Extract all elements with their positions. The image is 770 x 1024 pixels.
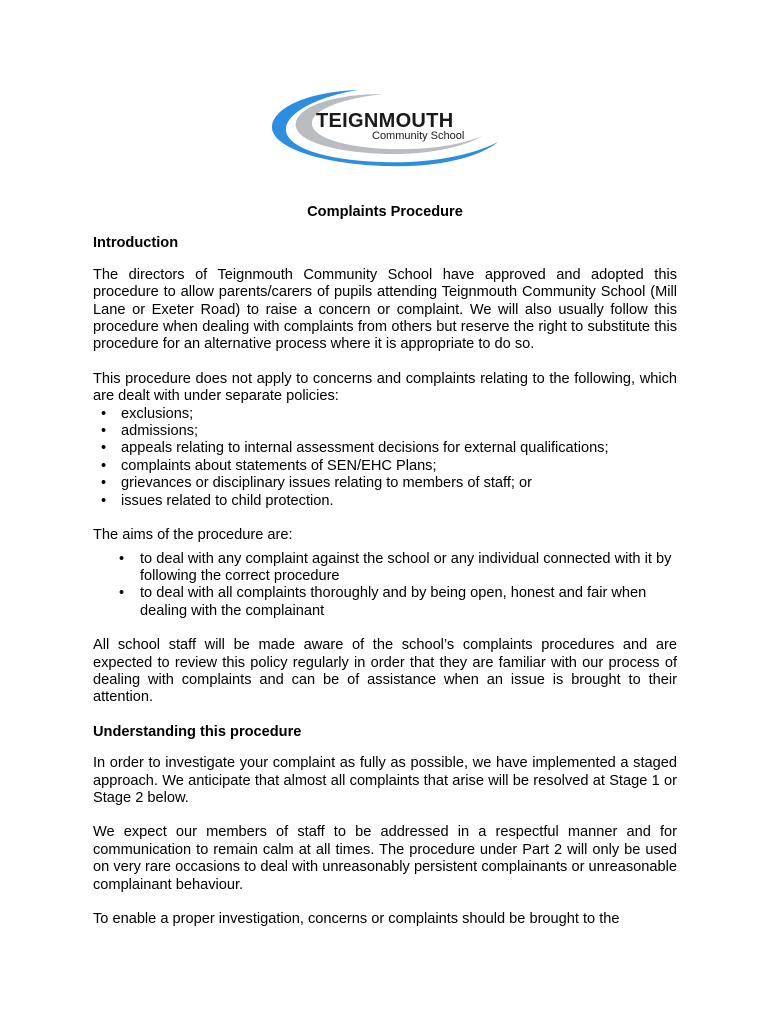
list-item: • issues related to child protection. bbox=[93, 493, 677, 510]
school-logo bbox=[266, 84, 506, 170]
list-item: • to deal with all complaints thoroughly and by being open, honest and fair when dealing with the complainant bbox=[93, 585, 677, 620]
list-item: • grievances or disciplinary issues relating to members of staff; or bbox=[93, 475, 677, 492]
investigation-paragraph: To enable a proper investigation, concerns or complaints should be brought to the bbox=[93, 911, 620, 927]
exclusions-list bbox=[93, 406, 677, 510]
list-item: • exclusions; bbox=[93, 406, 677, 423]
list-item: • admissions; bbox=[93, 423, 677, 440]
logo-title: TEIGNMOUTH bbox=[316, 110, 454, 132]
list-item: • complaints about statements of SEN/EHC Plans; bbox=[93, 458, 677, 475]
document-body bbox=[93, 204, 677, 945]
aims-list bbox=[93, 551, 677, 621]
understanding-heading: Understanding this procedure bbox=[93, 723, 302, 740]
staged-approach-paragraph: In order to investigate your complaint as fully as possible, we have implemented a staged approach. We anticipate that almost all complaints that arise will be resolved at Stage 1 or Stage 2 below. bbox=[93, 755, 677, 806]
list-item: • to deal with any complaint against the school or any individual connected with it by following the correct procedure bbox=[93, 551, 677, 586]
logo-subtitle: Community School bbox=[372, 130, 465, 142]
staff-paragraph: All school staff will be made aware of the school’s complaints procedures and are expected to review this policy regularly in order that they are familiar with our process of dealing with complaints and can be of assistance when an issue is brought to their attention. bbox=[93, 637, 677, 706]
intro-paragraph: The directors of Teignmouth Community School have approved and adopted this procedure to allow parents/carers of pupils attending Teignmouth Community School (Mill Lane or Exeter Road) to raise a concern or complaint. We will also usually follow this procedure when dealing with complaints from others but reserve the right to substitute this procedure for an alternative process where it is appropriate to do so. bbox=[93, 266, 677, 353]
aims-intro-paragraph: The aims of the procedure are: bbox=[93, 527, 293, 544]
respect-paragraph: We expect our members of staff to be addressed in a respectful manner and for communication to remain calm at all times. The procedure under Part 2 will only be used on very rare occasions to deal with unreasonably persistent complainants or unreasonable complainant behaviour. bbox=[93, 824, 677, 893]
document-title: Complaints Procedure bbox=[307, 204, 463, 220]
introduction-heading: Introduction bbox=[93, 235, 179, 252]
list-item: • appeals relating to internal assessment decisions for external qualifications; bbox=[93, 440, 677, 457]
exclusions-intro-paragraph: This procedure does not apply to concerns and complaints relating to the following, which are dealt with under separate policies: bbox=[93, 370, 677, 405]
